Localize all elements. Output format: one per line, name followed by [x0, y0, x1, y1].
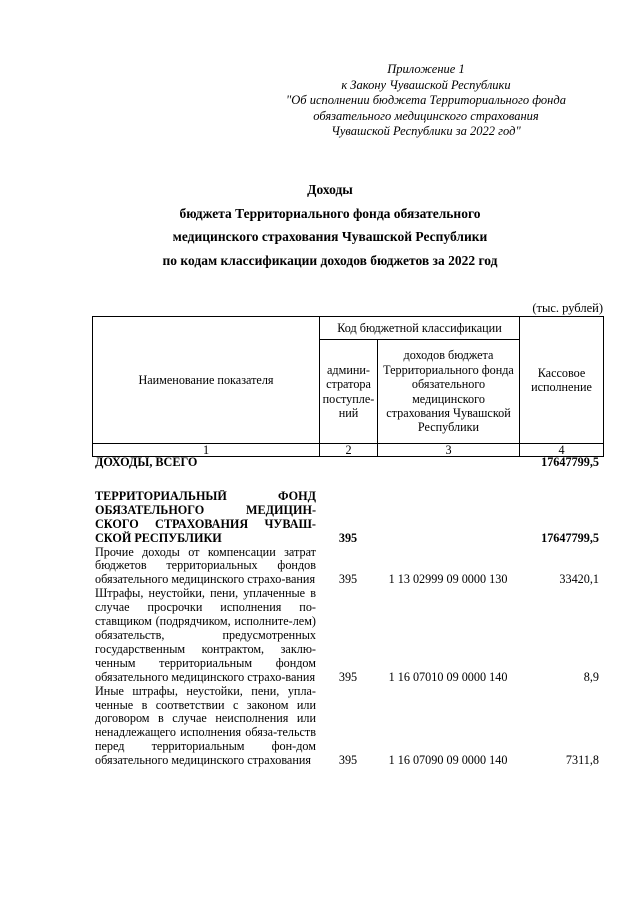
- header-code-group: Код бюджетной классификации: [320, 317, 520, 340]
- row-name: ДОХОДЫ, ВСЕГО: [95, 456, 198, 469]
- table-row: [92, 490, 603, 546]
- row-name: Штрафы, неустойки, пени, уплаченные в случае просрочки исполнения по-ставщиком (подрядчиком, исполните-лем) обязательств, предусмотренных государственным контрактом, заклю-ченным территориальным фондом обязательного медицинского страхо-вания: [95, 587, 316, 684]
- row-code: [377, 490, 519, 546]
- title-line: по кодам классификации доходов бюджетов за 2022 год: [162, 252, 498, 268]
- row-spacer: [92, 470, 603, 490]
- row-code: 1 16 07090 09 0000 140: [388, 753, 508, 768]
- row-name: Иные штрафы, неустойки, пени, упла-ченные в соответствии с законом или договором в случае неисполнения или ненадлежащего исполнения обяза-тельств перед территориальным фон-дом обязательного медицинского страхования: [95, 684, 316, 768]
- row-code: 1 13 02999 09 0000 130: [388, 572, 508, 587]
- units-label: (тыс. рублей): [532, 301, 603, 315]
- appendix-line: обязательного медицинского страхования: [313, 108, 539, 123]
- header-admin: админи-стратора поступле-ний: [320, 340, 378, 444]
- table-row: [92, 587, 603, 684]
- appendix-line: Приложение 1: [387, 62, 465, 76]
- row-amount: 17647799,5: [541, 456, 599, 469]
- column-number: 3: [378, 444, 520, 457]
- title-line: бюджета Территориального фонда обязательного: [179, 205, 481, 221]
- title-line: медицинского страхования Чувашской Республики: [172, 229, 488, 244]
- row-admin: 395: [338, 572, 358, 587]
- row-amount: 7311,8: [565, 753, 599, 768]
- table-row: [92, 685, 603, 768]
- appendix-line: Чувашской Республики за 2022 год": [331, 124, 521, 138]
- row-name: Прочие доходы от компенсации затрат бюджетов территориальных фондов обязательного медицинского страхо-вания: [95, 545, 316, 587]
- row-name: ТЕРРИТОРИАЛЬНЫЙ ФОНД ОБЯЗАТЕЛЬНОГО МЕДИЦИН-СКОГО СТРАХОВАНИЯ ЧУВАШ-СКОЙ РЕСПУБЛИКИ: [95, 489, 316, 545]
- table-body: [92, 456, 603, 768]
- column-number: 1: [93, 444, 320, 457]
- header-income: доходов бюджета Территориального фонда обязательного медицинского страхования Чувашской Республики: [378, 340, 520, 444]
- appendix-line: к Закону Чувашской Республики: [341, 77, 511, 92]
- row-amount: 8,9: [583, 669, 599, 684]
- table-row: [92, 546, 603, 588]
- row-admin: [319, 456, 377, 470]
- row-code: 1 16 07010 09 0000 140: [388, 669, 508, 684]
- row-code: [377, 456, 519, 470]
- row-amount: 33420,1: [559, 572, 599, 587]
- header-cash: Кассовое исполнение: [520, 317, 604, 444]
- column-number: 4: [520, 444, 604, 457]
- table-row: [92, 456, 603, 470]
- title-line: Доходы: [307, 182, 353, 197]
- appendix-line: "Об исполнении бюджета Территориального фонда: [286, 93, 566, 107]
- document-title: [30, 178, 630, 272]
- column-number: 2: [320, 444, 378, 457]
- row-admin: 395: [338, 669, 358, 684]
- row-admin: 395: [338, 530, 358, 545]
- table-header: [92, 316, 604, 457]
- row-admin: 395: [338, 753, 358, 768]
- row-amount: 17647799,5: [541, 530, 599, 545]
- header-name: Наименование показателя: [93, 317, 320, 444]
- appendix-note: [256, 62, 596, 140]
